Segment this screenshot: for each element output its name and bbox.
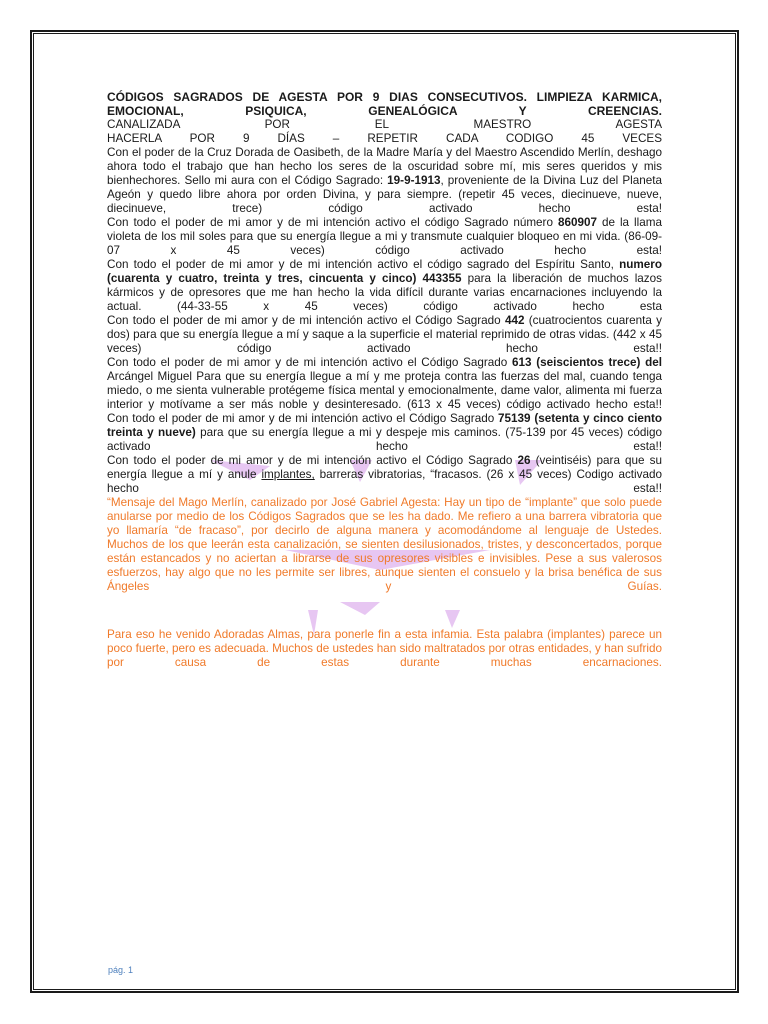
p2-code: 860907 xyxy=(557,216,597,229)
p2-text-a: Con todo el poder de mi amor y de mi intención activo el código Sagrado número xyxy=(107,216,558,229)
p6-text-a: Con todo el poder de mi amor y de mi intención activo el Código Sagrado xyxy=(107,412,499,425)
p7-text-c: (veintiséis) para que su energía llegue a mí y anule xyxy=(107,454,662,481)
p7-underlined: implantes, xyxy=(261,468,315,481)
paragraph-2 xyxy=(107,216,662,258)
document-title: CÓDIGOS SAGRADOS DE AGESTA POR 9 DIAS CONSECUTIVOS. LIMPIEZA KARMICA, EMOCIONAL, PSIQUICA, GENEALÓGICA Y CREENCIAS. xyxy=(107,90,662,118)
p7-text-e: barreras vibratorias, “fracasos. (26 x 45 veces) Codigo activado hecho esta!! xyxy=(107,468,662,495)
orange-paragraph-1: “Mensaje del Mago Merlín, canalizado por José Gabriel Agesta: Hay un tipo de “implante” que solo puede anularse por medio de los Códigos Sagrados que se les ha dado. Me refiero a una barrera vibratoria que yo llamaría “de fracaso”, por decirlo de alguna manera y acomodándome al lenguaje de Ustedes. xyxy=(107,496,662,537)
instruction-line: HACERLA POR 9 DÍAS – REPETIR CADA CODIGO 45 VECES xyxy=(107,132,662,145)
p6-code: 75139 (setenta y cinco ciento treinta y nueve) xyxy=(107,412,662,439)
p1-text-a: Con el poder de la Cruz Dorada de Oasibeth, de la Madre María y del Maestro Ascendido Merlín, deshago ahora todo el trabajo que han hecho los seres de la oscuridad sobre mí, mis seres queridos y mis bienhechores. Sello mi aura con el Código Sagrado: xyxy=(107,146,662,187)
p7-code: 26 xyxy=(517,454,531,467)
p3-code: numero (cuarenta y cuatro, treinta y tres, cincuenta y cinco) 443355 xyxy=(107,258,662,285)
channeled-line: CANALIZADA POR EL MAESTRO AGESTA xyxy=(107,118,662,131)
p1-code: 19-9-1913 xyxy=(387,174,441,187)
page-number: pág. 1 xyxy=(108,965,134,975)
p4-text-a: Con todo el poder de mi amor y de mi intención activo el Código Sagrado xyxy=(107,314,505,327)
document-body xyxy=(107,90,662,670)
p5-text-c: Arcángel Miguel Para que su energía llegue a mí y me proteja contra las fuerzas del mal, cuando tenga miedo, o me sienta vulnerable protégeme física mental y emocionalmente, dame valor, alimenta mi fuerza interior y motívame a ser más noble y desinteresado. (613 x 45 veces) código activado hecho esta!! xyxy=(107,370,662,411)
p5-code: 613 (seiscientos trece) del xyxy=(512,356,662,369)
paragraph-4 xyxy=(107,314,662,356)
paragraph-1 xyxy=(107,146,662,216)
p3-text-c: para la liberación de muchos lazos kármicos y de opresores que me han hecho la vida difícil durante varias encarnaciones incluyendo la actual. (44-33-55 x 45 veces) código activado hecho esta xyxy=(107,272,662,313)
p4-code: 442 xyxy=(504,314,525,327)
p2-text-c: de la llama violeta de los mil soles para que su energía llegue a mi y transmute cualquier bloqueo en mi vida. (86-09-07 x 45 veces) código activado hecho esta! xyxy=(107,216,662,257)
p5-text-a: Con todo el poder de mi amor y de mi intención activo el Código Sagrado xyxy=(107,356,512,369)
p6-text-c: para que su energía llegue a mi y despeje mis caminos. (75-139 por 45 veces) código activado hecho esta!! xyxy=(107,426,662,453)
paragraph-6 xyxy=(107,412,662,454)
paragraph-5 xyxy=(107,356,662,412)
p3-text-a: Con todo el poder de mi amor y de mi intención activo el código sagrado del Espíritu Santo, xyxy=(107,258,620,271)
p1-text-c: , proveniente de la Divina Luz del Planeta Ageón y quedo libre ahora por orden Divina, y para siempre. (repetir 45 veces, diecinueve, nueve, diecinueve, trece) código activado hecho esta! xyxy=(107,174,662,215)
paragraph-3 xyxy=(107,258,662,314)
orange-paragraph-3: Para eso he venido Adoradas Almas, para ponerle fin a esta infamia. Esta palabra (implantes) parece un poco fuerte, pero es adecuada. Muchos de ustedes han sido maltratados por otras entidades, y han sufrido por causa de estas durante muchas encarnaciones. xyxy=(107,628,662,669)
p7-text-a: Con todo el poder de mi amor y de mi intención activo el Código Sagrado xyxy=(107,454,518,467)
paragraph-7 xyxy=(107,454,662,496)
orange-paragraph-2: Muchos de los que leerán esta canalización, se sienten desilusionados, tristes, y desconcertados, porque están estancados y no aciertan a librarse de sus opresores visibles e invisibles. Pese a sus valerosos esfuerzos, hay algo que no les permite ser libres, aunque sienten el consuelo y la brisa benéfica de sus Ángeles y Guías. xyxy=(107,538,662,593)
p4-text-c: (cuatrocientos cuarenta y dos) para que su energía llegue a mí y saque a la superficie el material reprimido de otras vidas. (442 x 45 veces) código activado hecho esta!! xyxy=(107,314,662,355)
